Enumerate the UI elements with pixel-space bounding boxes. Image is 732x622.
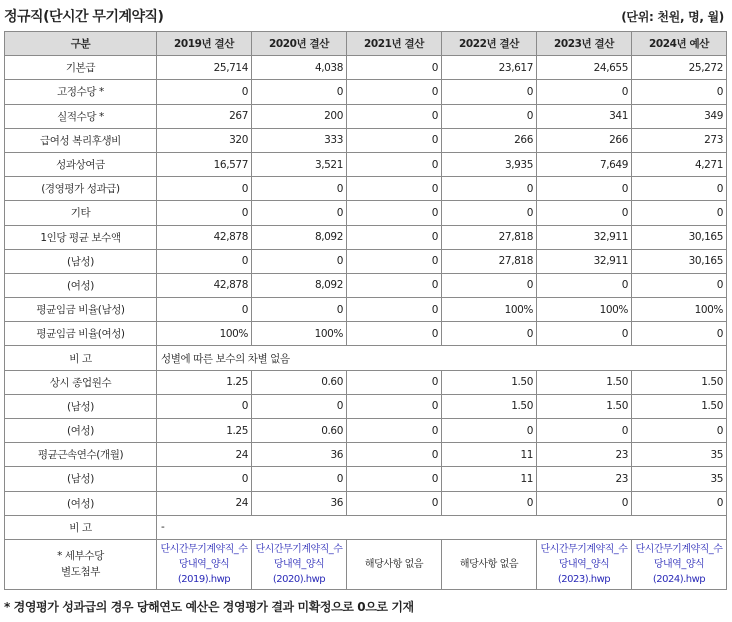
value-cell: 0 [347,152,442,176]
value-cell: 0 [632,80,727,104]
value-cell: 30,165 [632,225,727,249]
table-row [5,419,727,443]
table-row [5,322,727,346]
value-cell: 0 [632,491,727,515]
value-cell: 1.25 [157,419,252,443]
value-cell: 266 [537,128,632,152]
attachment-cell [537,539,632,589]
value-cell: 0 [442,322,537,346]
table-row [5,56,727,80]
value-cell: 320 [157,128,252,152]
value-cell: 333 [252,128,347,152]
value-cell: 0 [157,467,252,491]
value-cell: 0 [347,80,442,104]
page-title: 정규직(단시간 무기계약직) [4,9,164,25]
attachment-label-line2: 별도첨부 [61,566,100,579]
attachment-none-text: 해당사항 없음 [364,558,424,570]
value-cell: 100% [252,322,347,346]
value-cell: 16,577 [157,152,252,176]
attachment-file-link[interactable]: 단시간무기계약직_수당내역_양식(2023).hwp [540,543,628,585]
unit-label: (단위: 천원, 명, 월) [621,10,724,24]
value-cell: 0 [347,322,442,346]
value-cell: 0 [347,491,442,515]
value-cell: 11 [442,443,537,467]
header-row [5,32,727,56]
row-label: (여성) [5,419,157,443]
value-cell: 0 [537,491,632,515]
value-cell: 8,092 [252,225,347,249]
attachment-row [5,539,727,589]
table-row [5,491,727,515]
value-cell: 1.50 [442,370,537,394]
row-label: (남성) [5,394,157,418]
value-cell: 24 [157,443,252,467]
value-cell: 0 [537,201,632,225]
attachment-file-link[interactable]: 단시간무기계약직_수당내역_양식(2019).hwp [160,543,248,585]
value-cell: 24 [157,491,252,515]
value-cell: 0 [632,177,727,201]
attachment-file-link[interactable]: 단시간무기계약직_수당내역_양식(2020).hwp [255,543,343,585]
value-cell: 35 [632,443,727,467]
attachment-cell [347,539,442,589]
value-cell: 42,878 [157,273,252,297]
value-cell: 0 [347,467,442,491]
value-cell: 100% [632,298,727,322]
value-cell: 23 [537,443,632,467]
value-cell: 0 [537,273,632,297]
value-cell: 200 [252,104,347,128]
value-cell: 0 [347,177,442,201]
value-cell: 100% [157,322,252,346]
table-row [5,225,727,249]
value-cell: 32,911 [537,249,632,273]
value-cell: 0 [347,104,442,128]
value-cell: 0 [252,177,347,201]
value-cell: 0 [347,298,442,322]
footnote: * 경영평가 성과급의 경우 당해연도 예산은 경영평가 결과 미확정으로 0으로 기재 [4,600,414,614]
value-cell: 0 [537,177,632,201]
column-header: 2020년 결산 [252,32,347,56]
value-cell: 0 [632,419,727,443]
attachment-label [5,539,157,589]
value-cell: 0 [157,201,252,225]
row-label: 평균임금 비율(남성) [5,298,157,322]
value-cell: 1.50 [537,394,632,418]
row-label: 비 고 [5,515,157,539]
value-cell: 0 [157,177,252,201]
value-cell: 27,818 [442,249,537,273]
value-cell: 35 [632,467,727,491]
value-cell: 341 [537,104,632,128]
value-cell: 0 [442,491,537,515]
value-cell: 27,818 [442,225,537,249]
attachment-cell [442,539,537,589]
title-bar [4,6,728,28]
row-label: 실적수당 * [5,104,157,128]
table-row [5,346,727,370]
value-cell: 0 [442,201,537,225]
value-cell: 0 [632,322,727,346]
table-row [5,443,727,467]
value-cell: 0 [347,201,442,225]
value-cell: 0 [252,394,347,418]
table-row [5,370,727,394]
value-cell: 24,655 [537,56,632,80]
value-cell: 0 [442,80,537,104]
value-cell: 1.50 [632,370,727,394]
value-cell: 32,911 [537,225,632,249]
value-cell: 3,521 [252,152,347,176]
row-label: (경영평가 성과급) [5,177,157,201]
table-row [5,104,727,128]
value-cell: 0 [537,322,632,346]
row-label: 평균임금 비율(여성) [5,322,157,346]
value-cell: 0 [347,443,442,467]
value-cell: 0.60 [252,370,347,394]
value-cell: 0 [442,104,537,128]
value-cell: 0 [537,419,632,443]
value-cell: 36 [252,491,347,515]
value-cell: 23,617 [442,56,537,80]
row-label: 성과상여금 [5,152,157,176]
value-cell: 30,165 [632,249,727,273]
value-cell: 25,714 [157,56,252,80]
value-cell: 4,271 [632,152,727,176]
remark-cell: 성별에 따른 보수의 차별 없음 [157,346,727,370]
row-label: 1인당 평균 보수액 [5,225,157,249]
value-cell: 0 [252,80,347,104]
table-row [5,177,727,201]
attachment-cell [252,539,347,589]
value-cell: 349 [632,104,727,128]
value-cell: 1.25 [157,370,252,394]
attachment-label-line1: * 세부수당 [57,550,104,563]
column-header: 2024년 예산 [632,32,727,56]
value-cell: 0 [252,467,347,491]
row-label: 고정수당 * [5,80,157,104]
row-label: (여성) [5,491,157,515]
value-cell: 0 [442,273,537,297]
column-header: 2019년 결산 [157,32,252,56]
value-cell: 1.50 [537,370,632,394]
value-cell: 4,038 [252,56,347,80]
value-cell: 0 [632,273,727,297]
value-cell: 0 [347,56,442,80]
value-cell: 0 [347,128,442,152]
table-row [5,201,727,225]
column-header: 2022년 결산 [442,32,537,56]
value-cell: 0 [347,225,442,249]
attachment-file-link[interactable]: 단시간무기계약직_수당내역_양식(2024).hwp [635,543,723,585]
table-row [5,80,727,104]
row-label: (남성) [5,467,157,491]
row-label: 상시 종업원수 [5,370,157,394]
value-cell: 0 [252,298,347,322]
value-cell: 0 [632,201,727,225]
table-body [5,56,727,590]
table-row [5,128,727,152]
value-cell: 0 [252,201,347,225]
value-cell: 0 [157,249,252,273]
table-row [5,152,727,176]
value-cell: 267 [157,104,252,128]
value-cell: 0 [157,394,252,418]
row-label: 기타 [5,201,157,225]
value-cell: 266 [442,128,537,152]
value-cell: 0 [347,394,442,418]
value-cell: 100% [537,298,632,322]
value-cell: 25,272 [632,56,727,80]
table-row [5,394,727,418]
table-row [5,467,727,491]
remark-cell: - [157,515,727,539]
row-label: 기본급 [5,56,157,80]
value-cell: 273 [632,128,727,152]
value-cell: 0 [157,298,252,322]
value-cell: 1.50 [632,394,727,418]
value-cell: 42,878 [157,225,252,249]
table-row [5,298,727,322]
column-header: 2021년 결산 [347,32,442,56]
attachment-none-text: 해당사항 없음 [459,558,519,570]
value-cell: 0 [252,249,347,273]
table-row [5,515,727,539]
compensation-table [4,31,727,590]
value-cell: 36 [252,443,347,467]
column-header: 2023년 결산 [537,32,632,56]
attachment-cell [632,539,727,589]
row-label: 급여성 복리후생비 [5,128,157,152]
row-label: 비 고 [5,346,157,370]
value-cell: 0.60 [252,419,347,443]
table-row [5,249,727,273]
value-cell: 0 [347,370,442,394]
row-label: (여성) [5,273,157,297]
value-cell: 8,092 [252,273,347,297]
table-row [5,273,727,297]
attachment-cell [157,539,252,589]
value-cell: 3,935 [442,152,537,176]
row-label: 평균근속연수(개월) [5,443,157,467]
value-cell: 0 [347,249,442,273]
value-cell: 0 [442,177,537,201]
value-cell: 1.50 [442,394,537,418]
value-cell: 0 [442,419,537,443]
value-cell: 0 [347,273,442,297]
value-cell: 11 [442,467,537,491]
column-header: 구분 [5,32,157,56]
value-cell: 7,649 [537,152,632,176]
value-cell: 0 [157,80,252,104]
value-cell: 100% [442,298,537,322]
value-cell: 23 [537,467,632,491]
value-cell: 0 [537,80,632,104]
row-label: (남성) [5,249,157,273]
value-cell: 0 [347,419,442,443]
